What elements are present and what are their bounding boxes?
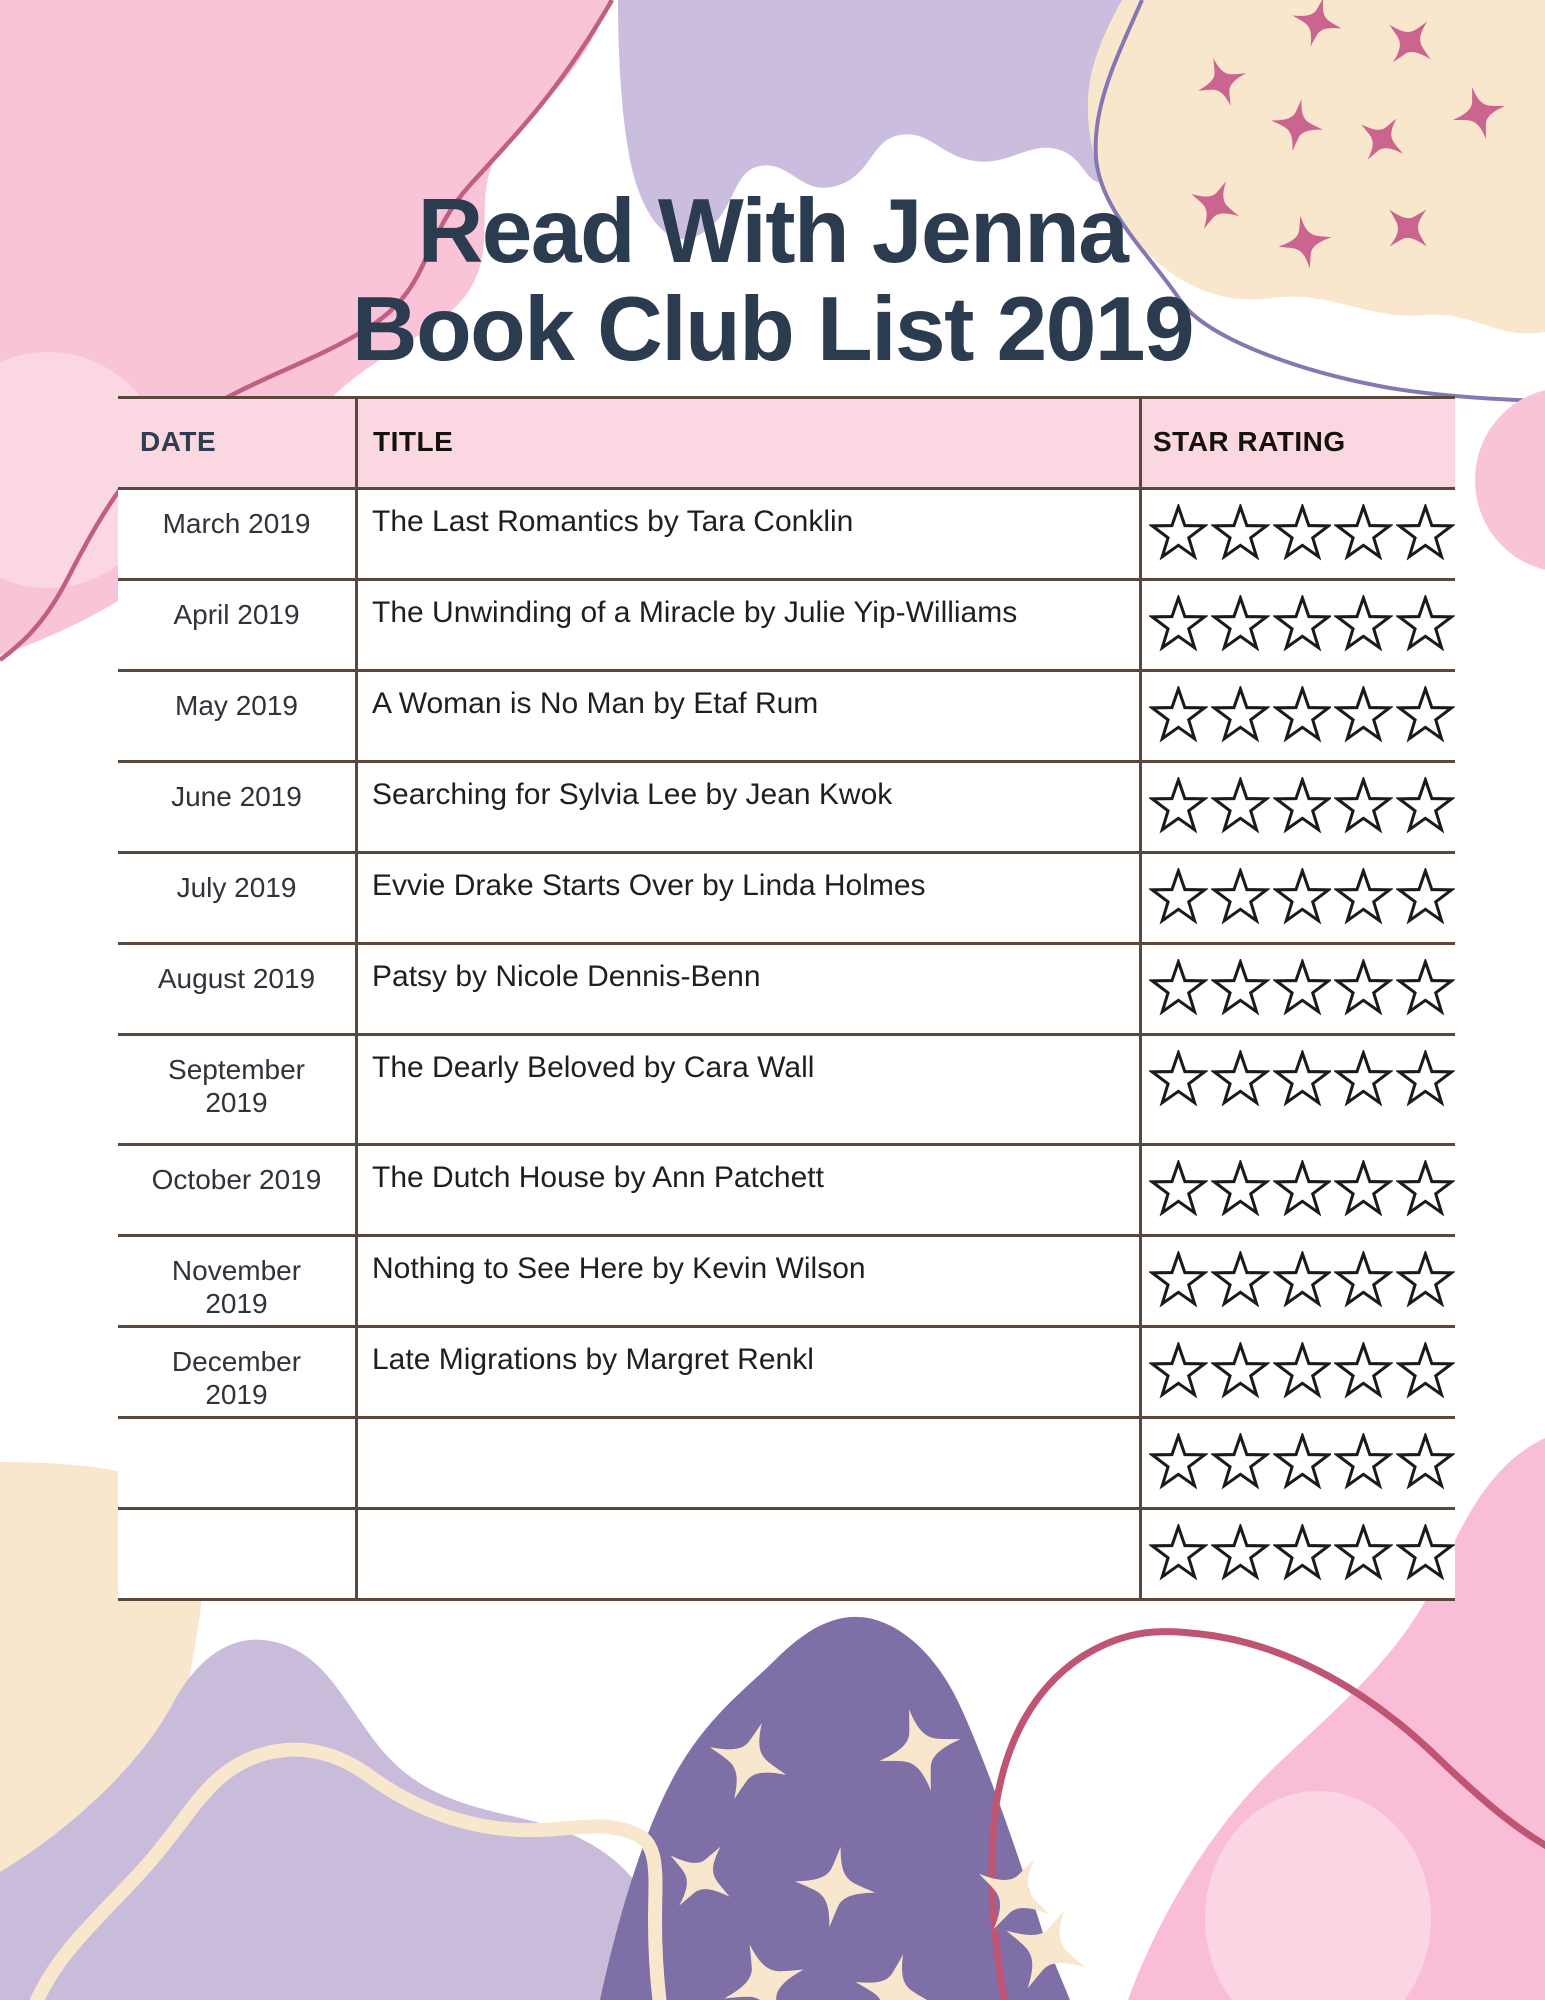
date-cell: May 2019 (175, 690, 298, 721)
star-icon[interactable] (1334, 1524, 1393, 1581)
star-icon[interactable] (1149, 1342, 1208, 1399)
star-rating-cell (1139, 672, 1455, 760)
star-icon[interactable] (1211, 595, 1270, 652)
date-cell: March 2019 (162, 508, 311, 539)
table-row (118, 1237, 1455, 1328)
star-rating-cell (1139, 1510, 1455, 1598)
star-icon[interactable] (1334, 777, 1393, 834)
title-cell (355, 1419, 1139, 1507)
star-icon[interactable] (1396, 1251, 1455, 1308)
star-icon[interactable] (1334, 959, 1393, 1016)
table-row (118, 490, 1455, 581)
star-rating-cell (1139, 1328, 1455, 1416)
star-icon[interactable] (1396, 959, 1455, 1016)
table-row (118, 945, 1455, 1036)
star-icon[interactable] (1334, 1342, 1393, 1399)
title-cell: Late Migrations by Margret Renkl (372, 1343, 814, 1376)
star-icon[interactable] (1149, 686, 1208, 743)
title-cell: The Dearly Beloved by Cara Wall (372, 1051, 815, 1084)
star-icon[interactable] (1334, 1433, 1393, 1490)
star-icon[interactable] (1273, 1160, 1332, 1217)
date-cell: October 2019 (151, 1164, 322, 1195)
page-title-line-2: Book Club List 2019 (351, 279, 1194, 380)
column-divider-date-title (355, 399, 358, 1601)
star-icon[interactable] (1273, 1433, 1332, 1490)
book-table (118, 396, 1455, 1601)
star-icon[interactable] (1149, 1050, 1208, 1107)
star-icon[interactable] (1396, 686, 1455, 743)
star-icon[interactable] (1211, 1251, 1270, 1308)
star-rating-cell (1139, 1419, 1455, 1507)
star-rating-cell (1139, 854, 1455, 942)
date-cell (118, 1419, 355, 1507)
page-title-line-1: Read With Jenna (417, 181, 1128, 282)
star-icon[interactable] (1149, 1433, 1208, 1490)
star-icon[interactable] (1273, 1050, 1332, 1107)
column-divider-title-star (1139, 399, 1142, 1601)
star-rating-cell (1139, 1146, 1455, 1234)
star-icon[interactable] (1211, 504, 1270, 561)
star-icon[interactable] (1334, 504, 1393, 561)
star-icon[interactable] (1396, 1433, 1455, 1490)
date-cell: June 2019 (171, 781, 302, 812)
star-icon[interactable] (1334, 686, 1393, 743)
date-cell (118, 1510, 355, 1598)
table-row (118, 1146, 1455, 1237)
table-row (118, 763, 1455, 854)
star-rating-cell (1139, 490, 1455, 578)
star-icon[interactable] (1396, 595, 1455, 652)
star-rating-cell (1139, 945, 1455, 1033)
star-icon[interactable] (1149, 1160, 1208, 1217)
star-rating-cell (1139, 763, 1455, 851)
star-icon[interactable] (1396, 777, 1455, 834)
star-icon[interactable] (1273, 595, 1332, 652)
date-cell: July 2019 (176, 872, 297, 903)
star-icon[interactable] (1334, 1251, 1393, 1308)
star-icon[interactable] (1273, 959, 1332, 1016)
title-cell: The Last Romantics by Tara Conklin (372, 505, 854, 538)
star-icon[interactable] (1149, 777, 1208, 834)
title-cell (355, 1510, 1139, 1598)
star-icon[interactable] (1334, 595, 1393, 652)
title-cell: Evvie Drake Starts Over by Linda Holmes (372, 869, 926, 902)
star-icon[interactable] (1211, 1160, 1270, 1217)
title-cell: The Unwinding of a Miracle by Julie Yip-Williams (372, 596, 1018, 629)
star-icon[interactable] (1211, 1342, 1270, 1399)
title-cell: A Woman is No Man by Etaf Rum (372, 687, 819, 720)
star-icon[interactable] (1273, 1524, 1332, 1581)
star-icon[interactable] (1149, 504, 1208, 561)
star-icon[interactable] (1396, 1050, 1455, 1107)
star-icon[interactable] (1396, 1342, 1455, 1399)
table-header-row (118, 399, 1455, 490)
star-icon[interactable] (1211, 1050, 1270, 1107)
star-icon[interactable] (1396, 868, 1455, 925)
title-cell: Nothing to See Here by Kevin Wilson (372, 1252, 866, 1285)
star-icon[interactable] (1211, 959, 1270, 1016)
table-row (118, 1328, 1455, 1419)
star-icon[interactable] (1149, 1251, 1208, 1308)
column-header-date: DATE (140, 426, 217, 457)
table-row (118, 1419, 1455, 1510)
star-icon[interactable] (1149, 868, 1208, 925)
star-icon[interactable] (1334, 868, 1393, 925)
star-rating-cell (1139, 581, 1455, 669)
table-row (118, 1510, 1455, 1601)
table-body (118, 490, 1455, 1601)
title-cell: The Dutch House by Ann Patchett (372, 1161, 824, 1194)
star-icon[interactable] (1211, 777, 1270, 834)
date-cell: September 2019 (168, 1054, 305, 1118)
star-icon[interactable] (1334, 1050, 1393, 1107)
star-icon[interactable] (1396, 1160, 1455, 1217)
star-rating-cell (1139, 1036, 1455, 1143)
page-title (0, 183, 1545, 379)
table-row (118, 854, 1455, 945)
title-cell: Patsy by Nicole Dennis-Benn (372, 960, 761, 993)
star-icon[interactable] (1334, 1160, 1393, 1217)
date-cell: August 2019 (157, 963, 316, 994)
star-icon[interactable] (1273, 686, 1332, 743)
table-row (118, 581, 1455, 672)
star-icon[interactable] (1211, 1524, 1270, 1581)
star-icon[interactable] (1211, 868, 1270, 925)
star-icon[interactable] (1396, 1524, 1455, 1581)
star-rating-cell (1139, 1237, 1455, 1325)
column-header-star-rating: STAR RATING (1153, 426, 1346, 457)
star-icon[interactable] (1211, 1433, 1270, 1490)
column-header-title: TITLE (373, 426, 454, 457)
date-cell: November 2019 (171, 1255, 302, 1319)
star-icon[interactable] (1149, 595, 1208, 652)
table-row (118, 1036, 1455, 1146)
date-cell: December 2019 (171, 1346, 302, 1410)
table-row (118, 672, 1455, 763)
title-cell: Searching for Sylvia Lee by Jean Kwok (372, 778, 893, 811)
star-icon[interactable] (1273, 504, 1332, 561)
star-icon[interactable] (1149, 1524, 1208, 1581)
star-icon[interactable] (1273, 777, 1332, 834)
star-icon[interactable] (1273, 1251, 1332, 1308)
star-icon[interactable] (1273, 868, 1332, 925)
star-icon[interactable] (1149, 959, 1208, 1016)
star-icon[interactable] (1211, 686, 1270, 743)
star-icon[interactable] (1396, 504, 1455, 561)
date-cell: April 2019 (173, 599, 300, 630)
star-icon[interactable] (1273, 1342, 1332, 1399)
